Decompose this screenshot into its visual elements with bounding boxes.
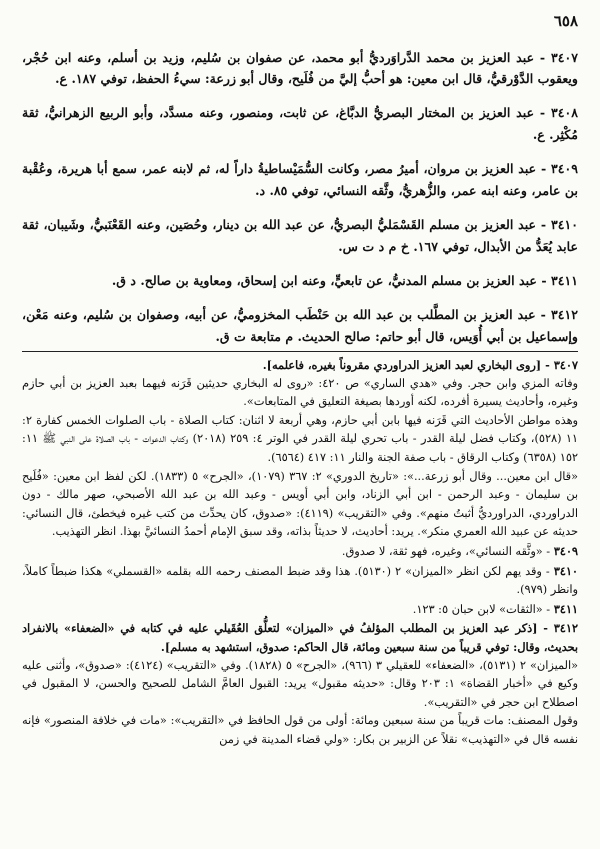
footnotes (22, 356, 578, 749)
footnote-number: ٣٤١٢ (553, 621, 578, 636)
footnote-text: وقد يهم لكن انظر «الميزان» ٢ (٥١٣٠). هذا وقد ضبط المصنف رحمه الله بقلمه «القسملي» هكذا ضبطاً كاملاً، وانظر (٩٧٩). (22, 564, 578, 597)
entry: ٣٤٠٩ - عبد العزيز بن مروان، أميرُ مصر، وكانت السُّمَيْساطيةُ داراً له، ثم لابنه عمر، سمع أبا هريرة، وعُقْبة بن عامر، وعنه ابنه عمر، والزُّهريُّ، وثَّقه النسائي، توفي ٨٥. د. (22, 161, 578, 198)
footnote-number: ٣٤٠٧ (553, 358, 578, 373)
footnote-number: ٣٤١٠ (553, 563, 579, 578)
footnote-text: وفاته المزي وابن حجر. وفي «هدي الساري» ص ٤٢٠: «روى له البخاري حديثين قَرَنه فيهما بعبد العزيز بن أبي حازم وغيره، وأحاديث يسيرة أفرده، لكنه أوردها بصيغة التعليق في المتابعات». (22, 376, 578, 409)
entry: ٣٤١١ - عبد العزيز بن مسلم المدنيُّ، عن تابعيٍّ، وعنه ابن إسحاق، ومعاوية بن صالح. د ق. (111, 272, 578, 288)
entry-text: عبد العزيز بن المختار البصريُّ الدبَّاغ، عن ثابت، ومنصور، وعنه مسدَّد، وأبو الربيع الزهرانيُّ، ثقة مُكْثِر. ع. (22, 105, 578, 142)
entry-text: عبد العزيز بن مسلم القَسْمَليُّ البصريُّ، عن عبد الله بن دينار، وحُصَين، وعنه القَعْنَبيُّ، وشَيبان، ثقة عابد يُعَدُّ من الأبدال، توفي ١٦٧. خ م د ت س. (22, 216, 578, 254)
entry-text: عبد العزيز بن محمد الدَّراوَرديُّ أبو محمد، عن صفوان بن سُليم، وزيد بن أسلم، وعنه ابن حُجْر، ويعقوب الدَّوْرقيُّ، قال ابن معين: هو أحبُّ إليَّ من فُلَيح، وقال أبو زرعة: سيءُ الحفظ، توفي ١٨٧. ع. (22, 49, 578, 87)
footnote: ٣٤١٠ - وقد يهم لكن انظر «الميزان» ٢ (٥١٣٠). هذا وقد ضبط المصنف رحمه الله بقلمه «القسملي» هكذا ضبطاً كاملاً، وانظر (٩٧٩). (22, 563, 579, 597)
page-number: ٦٥٨ (553, 12, 578, 30)
entry-number: ٣٤١١ (550, 272, 578, 288)
footnote-text: «وثَّقه النسائي»، وغيره، فهو ثقة، لا صدوق. (341, 545, 543, 559)
main-entries (22, 47, 578, 348)
footnote-text: [روى البخاري لعبد العزيز الدراوردي مقروناً بغيره، فاعلمه]. (262, 358, 542, 373)
entry-number: ٣٤٠٧ (550, 49, 579, 65)
entry-text: عبد العزيز بن مسلم المدنيُّ، عن تابعيٍّ، وعنه ابن إسحاق، ومعاوية بن صالح. د ق. (111, 272, 537, 288)
footnote-text: [ذكر عبد العزيز بن المطلب المؤلفُ في «الميزان» لتعلُّق العُقَيلي عليه في كتابه في «الضعفاء» بالانفراد بحديث، وقال: توفي قريباً من سنة سبعين ومائة، قال الحاكم: صدوق، استشهد به مسلم]. (22, 621, 578, 654)
footnote-text: وقول المصنف: مات قريباً من سنة سبعين ومائة: أولى من قول الحافظ في «التقريب»: «مات في خلافة المنصور» فإنه نفسه قال في «التهذيب» نقلاً عن الزبير بن بكار: «ولي قضاء المدينة في زمن (22, 714, 578, 746)
entry-number: ٣٤٠٩ (550, 161, 578, 177)
footnote-text: «قال ابن معين... وقال أبو زرعة...»: «تاريخ الدوري» ٢: ٣٦٧ (١٠٧٩)، «الجرح» ٥ (١٨٣٣). لكن لفظ ابن معين: «فُلَيح بن سليمان - وعبد الرحمن - ابن أبي الزناد، وابن أبي أويس - وعبد الله بن عبد الله الأصبحي، صهر مالك - دون الدراوردي، الدراورديُّ أثبتُ منهم». وفي «التقريب» (٤١١٩): «صدوق، كان يحدِّث من كتب غيره فيخطئ، قال النسائي: حديثه عن عبيد الله العمري منكر». يريد: أحاديث، لا حديثاً بذاته، وقد سبق الإمام أحمدُ النسائيَّ بهذا. انظر التهذيب. (22, 469, 578, 539)
footnote (22, 657, 578, 713)
footnote-text: «الميزان» ٢ (٥١٣١)، «الضعفاء» للعقيلي ٣ (٩٦٦)، «الجرح» ٥ (١٨٢٨). وفي «التقريب» (٤١٢٤): «صدوق»، وأثنى عليه وكيع في «أخبار القضاة» ١: ٢٠٣ وقال: «حديثه مقبول» يريد: القبول العامَّ الشامل للصحيح والحسن، لا المقبول في اصطلاح ابن حجر في «التقريب». (22, 658, 579, 709)
footnote (22, 468, 578, 542)
footnote (22, 712, 578, 749)
entry-number: ٣٤١٢ (550, 306, 579, 322)
footnote: ٣٤١٢ - [ذكر عبد العزيز بن المطلب المؤلفُ في «الميزان» لتعلُّق العُقَيلي عليه في كتابه في «الضعفاء» بالانفراد بحديث، وقال: توفي قريباً من سنة سبعين ومائة، قال الحاكم: صدوق، استشهد به مسلم]. (22, 621, 578, 654)
footnote (22, 375, 578, 412)
entry-number: ٣٤١٠ (550, 216, 578, 232)
footnote-text: وهذه مواطن الأحاديث التي قَرَنه فيها بابن أبي حازم، وهي أربعة لا اثنان: كتاب الصلاة - باب الصلوات الخمس كفارة ٢: ١١ (٥٢٨)، وكتاب فضل ليلة القدر - باب تحري ليلة القدر في الوتر ٤: ٢٥٩ (٢٠١٨) وكتاب الدعوات - باب الصلاة على النبي ﷺ ١١: ١٥٢ (٦٣٥٨) وكتاب الرقاق - باب صفة الجنة والنار ١١: ٤١٧ (٦٥٦٤). (22, 413, 578, 465)
entry-text: عبد العزيز بن مروان، أميرُ مصر، وكانت السُّمَيْساطيةُ داراً له، ثم لابنه عمر، سمع أبا هريرة، وعُقْبة بن عامر، وعنه ابنه عمر، والزُّهريُّ، وثَّقه النسائي، توفي ٨٥. د. (22, 161, 578, 198)
entry-text: عبد العزيز بن المطَّلب بن عبد الله بن حَنْطَب المخزوميُّ، عن أبيه، وصفوان بن سُليم، وعنه مَعْن، وإسماعيل بن أبي أُوَيس، قال أبو حاتم: صالح الحديث. م متابعة ت ق. (22, 306, 578, 344)
footnote: ٣٤١١ - «الثقات» لابن حبان ٥: ١٢٣. (412, 601, 578, 616)
entry-number: ٣٤٠٨ (550, 105, 579, 121)
footnote-divider (22, 351, 578, 352)
footnote-number: ٣٤١١ (553, 601, 578, 616)
entry: ٣٤١٠ - عبد العزيز بن مسلم القَسْمَليُّ البصريُّ، عن عبد الله بن دينار، وحُصَين، وعنه القَعْنَبيُّ، وشَيبان، ثقة عابد يُعَدُّ من الأبدال، توفي ١٦٧. خ م د ت س. (22, 216, 578, 254)
entry: ٣٤٠٨ - عبد العزيز بن المختار البصريُّ الدبَّاغ، عن ثابت، ومنصور، وعنه مسدَّد، وأبو الربيع الزهرانيُّ، ثقة مُكْثِر. ع. (22, 105, 579, 142)
footnote-number: ٣٤٠٩ (553, 544, 578, 559)
footnote: ٣٤٠٩ - «وثَّقه النسائي»، وغيره، فهو ثقة، لا صدوق. (341, 544, 578, 559)
entry: ٣٤٠٧ - عبد العزيز بن محمد الدَّراوَرديُّ أبو محمد، عن صفوان بن سُليم، وزيد بن أسلم، وعنه ابن حُجْر، ويعقوب الدَّوْرقيُّ، قال ابن معين: هو أحبُّ إليَّ من فُلَيح، وقال أبو زرعة: سيءُ الحفظ، توفي ١٨٧. ع. (22, 49, 579, 87)
entry: ٣٤١٢ - عبد العزيز بن المطَّلب بن عبد الله بن حَنْطَب المخزوميُّ، عن أبيه، وصفوان بن سُليم، وعنه مَعْن، وإسماعيل بن أبي أُوَيس، قال أبو حاتم: صالح الحديث. م متابعة ت ق. (22, 306, 579, 344)
footnote-text: «الثقات» لابن حبان ٥: ١٢٣. (412, 602, 543, 616)
footnote: ٣٤٠٧ - [روى البخاري لعبد العزيز الدراوردي مقروناً بغيره، فاعلمه]. (262, 358, 578, 373)
footnote (22, 412, 578, 468)
